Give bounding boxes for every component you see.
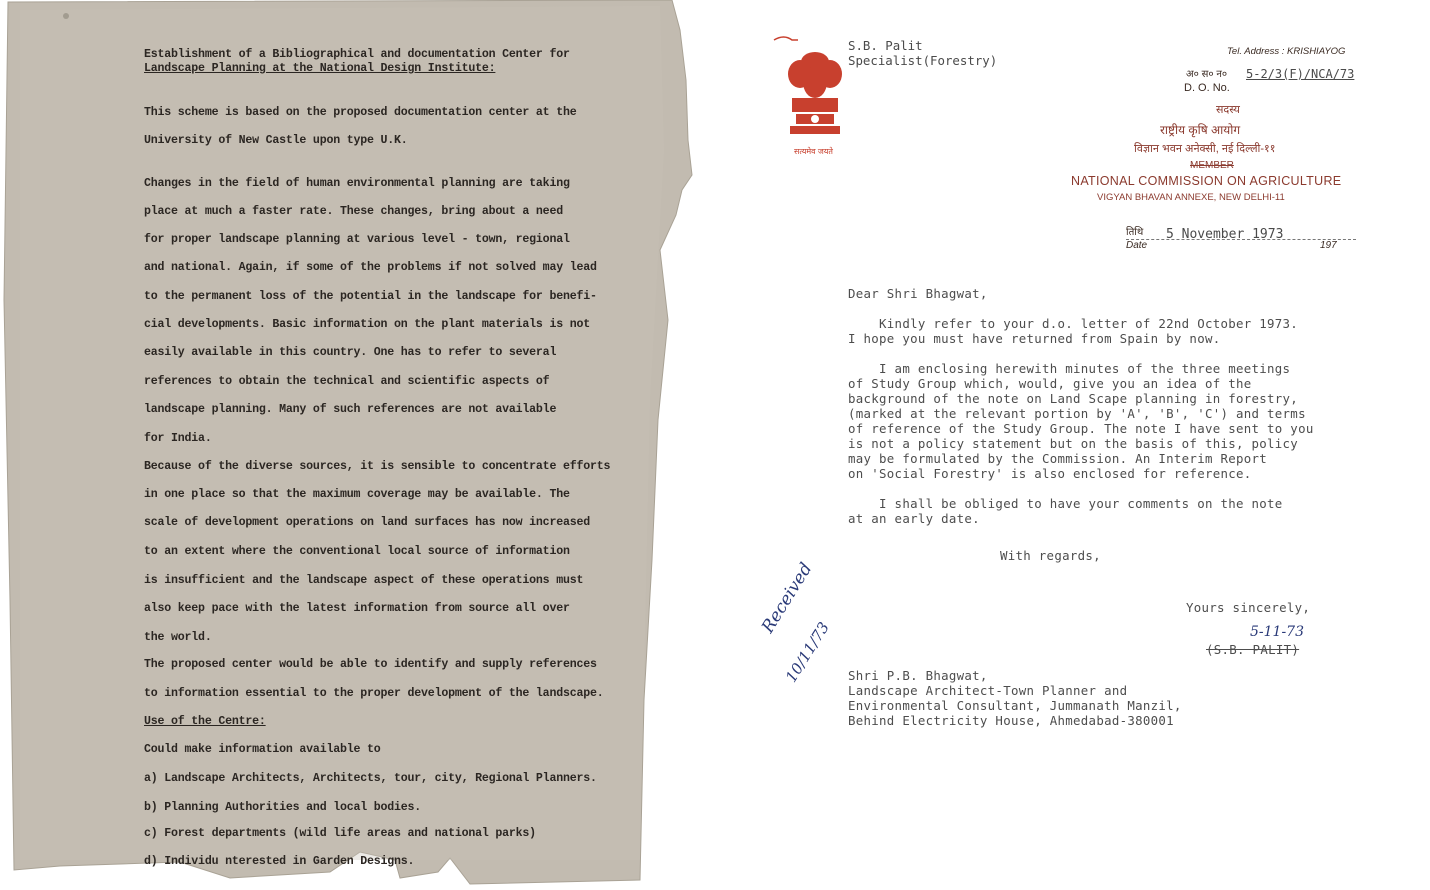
paragraph4-line: to information essential to the proper development of the landscape. [144, 687, 604, 700]
addressee-line: Behind Electricity House, Ahmedabad-380001 [848, 713, 1174, 728]
date-label: Date [1126, 240, 1148, 251]
sender-title: Specialist(Forestry) [848, 53, 998, 68]
received-annotation: Received [758, 559, 817, 637]
use-heading: Use of the Centre: [144, 715, 266, 728]
paragraph2-line: place at much a faster rate. These changes, bring about a need [144, 205, 563, 218]
paragraph2-line: Changes in the field of human environmental planning are taking [144, 177, 570, 190]
use-item: b) Planning Authorities and local bodies. [144, 801, 422, 814]
use-item: a) Landscape Architects, Architects, tour, city, Regional Planners. [144, 772, 597, 785]
paragraph2-line: cial developments. Basic information on the plant materials is not [144, 318, 590, 331]
member-label: MEMBER [1190, 160, 1234, 171]
right-letter-page [700, 0, 1430, 890]
paragraph3-line: is insufficient and the landscape aspect of these operations must [144, 574, 584, 587]
paragraph1-line: This scheme is based on the proposed documentation center at the [144, 106, 577, 119]
ref-hindi-label: अ० स० न० [1186, 69, 1228, 80]
body-line: background of the note on Land Scape planning in forestry, [848, 391, 1299, 406]
received-date: 10/11/73 [782, 618, 833, 686]
date-underline [1126, 239, 1356, 240]
use-item: c) Forest departments (wild life areas and national parks) [144, 827, 536, 840]
addressee-line: Environmental Consultant, Jummanath Manzil, [848, 698, 1182, 713]
typed-signature: (S.B. PALIT) [1206, 642, 1300, 657]
body-line: Kindly refer to your d.o. letter of 22nd October 1973. [848, 316, 1299, 331]
paragraph3-line: scale of development operations on land surfaces has now increased [144, 516, 590, 529]
addressee-line: Landscape Architect-Town Planner and [848, 683, 1128, 698]
paragraph2-line: landscape planning. Many of such references are not available [144, 403, 557, 416]
regards: With regards, [1000, 548, 1101, 563]
body-line: on 'Social Forestry' is also enclosed for reference. [848, 466, 1252, 481]
hindi-member: सदस्य [1216, 104, 1240, 116]
hindi-address: विज्ञान भवन अनेक्सी, नई दिल्ली-११ [1134, 143, 1276, 155]
handwritten-signature-date: 5-11-73 [1250, 624, 1304, 640]
paragraph2-line: for India. [144, 432, 212, 445]
document-title-line2: Landscape Planning at the National Design Institute: [144, 62, 496, 75]
body-line: may be formulated by the Commission. An Interim Report [848, 451, 1268, 466]
paragraph2-line: for proper landscape planning at various level - town, regional [144, 233, 570, 246]
closing: Yours sincerely, [1186, 600, 1311, 615]
body-line: I hope you must have returned from Spain by now. [848, 331, 1221, 346]
left-document-page [0, 0, 700, 890]
use-intro: Could make information available to [144, 743, 381, 756]
date-hindi-label: तिथि [1126, 227, 1144, 238]
body-line: at an early date. [848, 511, 980, 526]
paragraph3-line: the world. [144, 631, 212, 644]
body-line: (marked at the relevant portion by 'A', 'B', 'C') and terms [848, 406, 1306, 421]
use-item: d) Individu nterested in Garden Designs. [144, 855, 415, 868]
hindi-commission-name: राष्ट्रीय कृषि आयोग [1160, 123, 1241, 137]
paragraph2-line: easily available in this country. One has to refer to several [144, 346, 557, 359]
paragraph3-line: to an extent where the conventional local source of information [144, 545, 570, 558]
state-emblem-icon [770, 30, 860, 162]
commission-address: VIGYAN BHAVAN ANNEXE, NEW DELHI-11 [1097, 192, 1285, 203]
body-line: of Study Group which, would, give you an idea of the [848, 376, 1252, 391]
paragraph4-line: The proposed center would be able to identify and supply references [144, 658, 597, 671]
paragraph2-line: to the permanent loss of the potential in the landscape for benefi- [144, 290, 597, 303]
reference-number: 5-2/3(F)/NCA/73 [1246, 67, 1355, 81]
paragraph3-line: also keep pace with the latest information from source all over [144, 602, 570, 615]
body-line: I shall be obliged to have your comments on the note [848, 496, 1283, 511]
letter-date: 5 November 1973 [1166, 227, 1284, 242]
commission-name: NATIONAL COMMISSION ON AGRICULTURE [1071, 174, 1342, 188]
paragraph3-line: in one place so that the maximum coverage may be available. The [144, 488, 570, 501]
document-title-line1: Establishment of a Bibliographical and documentation Center for [144, 48, 570, 61]
sender-name: S.B. Palit [848, 38, 923, 53]
date-year-suffix: 197 [1320, 240, 1337, 251]
paragraph2-line: references to obtain the technical and scientific aspects of [144, 375, 550, 388]
addressee-line: Shri P.B. Bhagwat, [848, 668, 988, 683]
salutation: Dear Shri Bhagwat, [848, 286, 988, 301]
body-line: I am enclosing herewith minutes of the three meetings [848, 361, 1291, 376]
paragraph1-line: University of New Castle upon type U.K. [144, 134, 408, 147]
paragraph2-line: and national. Again, if some of the problems if not solved may lead [144, 261, 597, 274]
body-line: is not a policy statement but on the basis of this, policy [848, 436, 1299, 451]
tel-address: Tel. Address : KRISHIAYOG [1227, 46, 1346, 57]
paragraph3-line: Because of the diverse sources, it is sensible to concentrate efforts [144, 460, 611, 473]
do-number-label: D. O. No. [1184, 82, 1230, 94]
body-line: of reference of the Study Group. The note I have sent to you [848, 421, 1314, 436]
emblem-motto: सत्यमेव जयते [794, 147, 833, 156]
